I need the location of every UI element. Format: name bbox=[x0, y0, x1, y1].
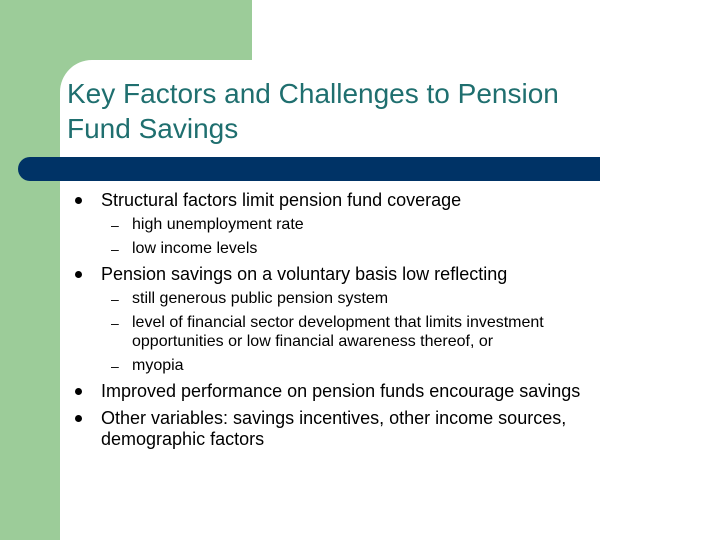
sub-bullet-item: still generous public pension system bbox=[132, 290, 389, 307]
bullet-dot-icon bbox=[75, 415, 82, 422]
bullet-item-cont: demographic factors bbox=[101, 429, 265, 449]
dash-icon: – bbox=[111, 241, 119, 257]
bullet-item: Improved performance on pension funds encourage savings bbox=[101, 381, 581, 401]
bullet-dot-icon bbox=[75, 197, 82, 204]
dash-icon: – bbox=[111, 217, 119, 233]
sub-bullet-item: myopia bbox=[132, 357, 184, 374]
bullet-item: Structural factors limit pension fund coverage bbox=[101, 190, 462, 210]
bullet-dot-icon bbox=[75, 388, 82, 395]
title-line-2: Fund Savings bbox=[67, 113, 239, 144]
sub-bullet-item: low income levels bbox=[132, 240, 258, 257]
sub-bullet-item-cont: opportunities or low financial awareness thereof, or bbox=[132, 333, 494, 350]
dash-icon: – bbox=[111, 358, 119, 374]
title-line-1: Key Factors and Challenges to Pension bbox=[67, 78, 559, 109]
sub-bullet-item: level of financial sector development that limits investment bbox=[132, 314, 544, 331]
bullet-dot-icon bbox=[75, 271, 82, 278]
dash-icon: – bbox=[111, 291, 119, 307]
title-divider-bar bbox=[18, 157, 600, 181]
dash-icon: – bbox=[111, 315, 119, 331]
bullet-item: Pension savings on a voluntary basis low reflecting bbox=[101, 264, 508, 284]
bullet-item: Other variables: savings incentives, other income sources, bbox=[101, 408, 567, 428]
slide-title bbox=[67, 76, 707, 146]
sub-bullet-item: high unemployment rate bbox=[132, 216, 304, 233]
